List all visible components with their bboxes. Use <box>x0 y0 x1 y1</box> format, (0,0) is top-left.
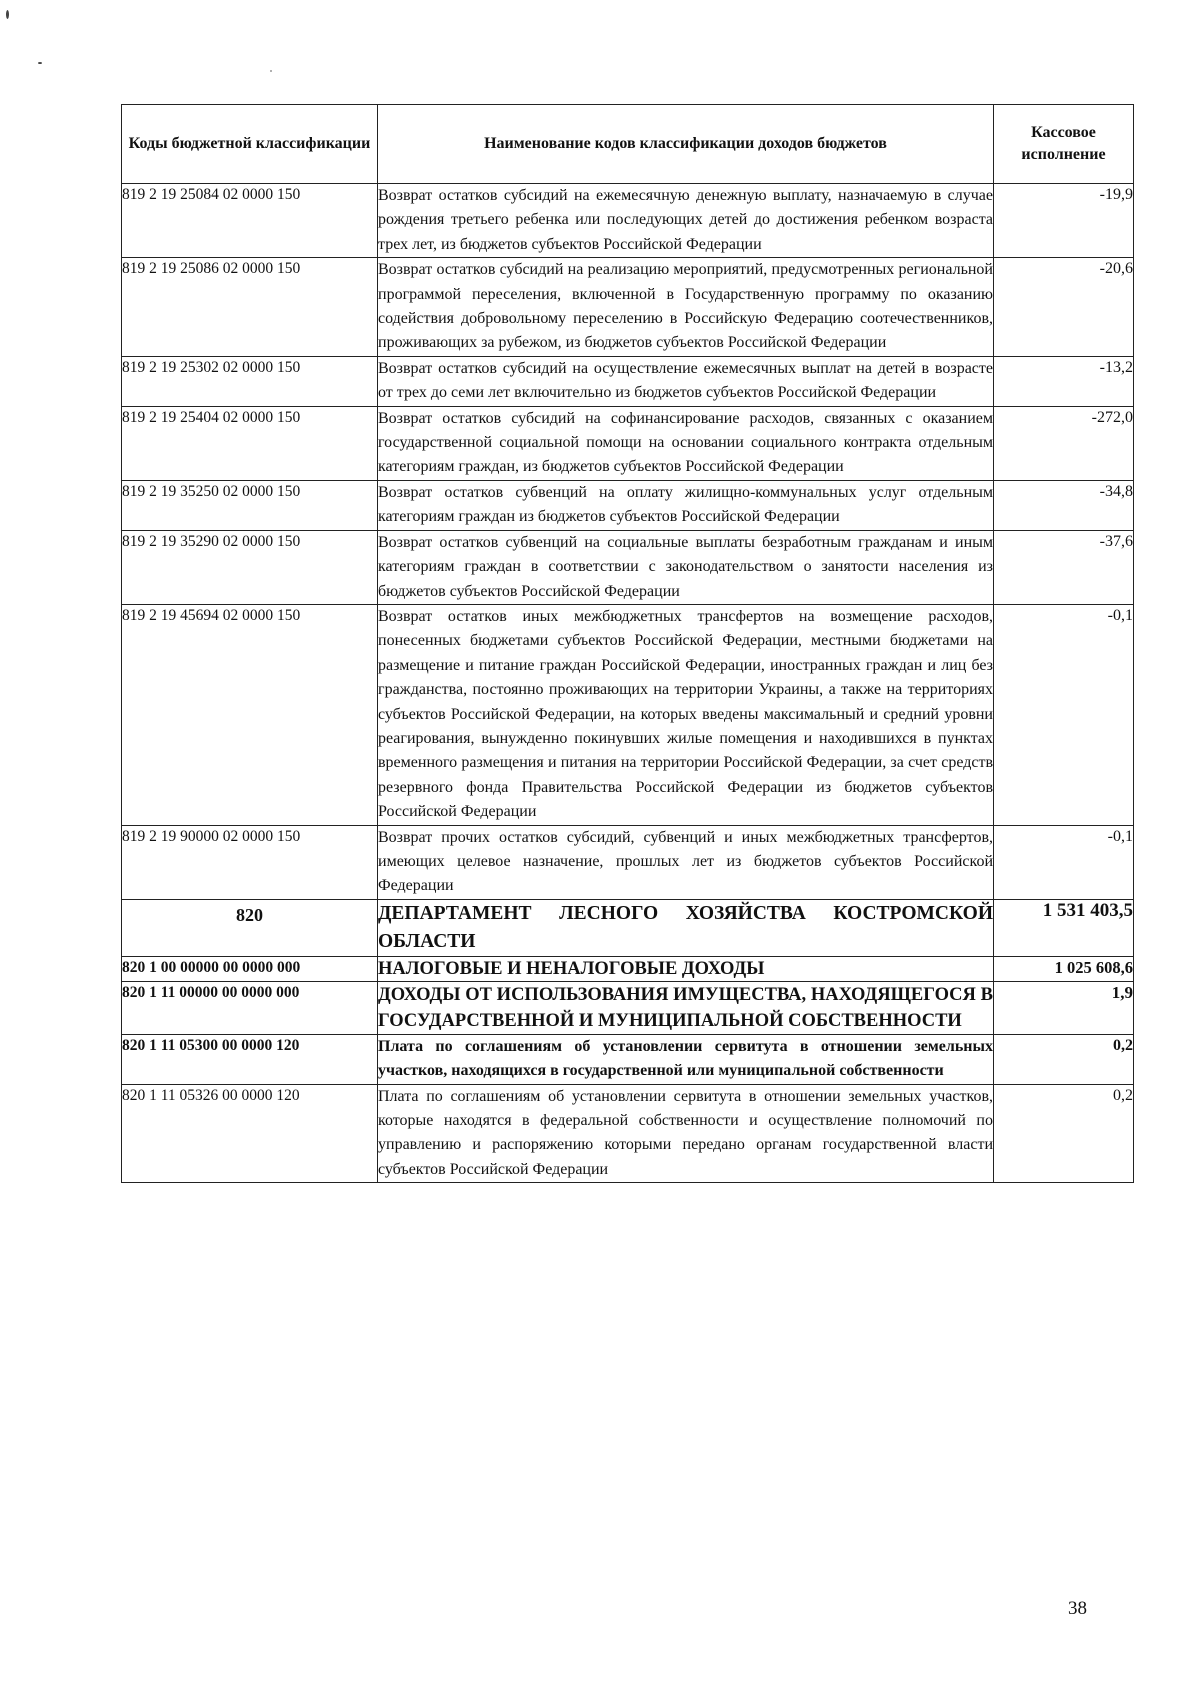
scan-speck <box>270 70 272 72</box>
row-code: 819 2 19 45694 02 0000 150 <box>122 604 378 825</box>
row-code: 819 2 19 25302 02 0000 150 <box>122 356 378 406</box>
row-code: 819 2 19 35250 02 0000 150 <box>122 480 378 530</box>
row-name: Возврат остатков субвенций на социальные выплаты безработным гражданам и иным категориям граждан в соответствии с законодательством о занятости населения из бюджетов субъектов Российской Федерации <box>378 530 994 604</box>
row-name: Возврат остатков субсидий на софинансирование расходов, связанных с оказанием государственной социальной помощи на основании социального контракта отдельным категориям граждан, из бюджетов субъектов Российской Федерации <box>378 406 994 480</box>
header-names: Наименование кодов классификации доходов бюджетов <box>378 105 994 184</box>
table-row <box>122 480 1134 530</box>
header-execution: Кассовое исполнение <box>994 105 1134 184</box>
row-name: ДЕПАРТАМЕНТ ЛЕСНОГО ХОЗЯЙСТВА КОСТРОМСКОЙ ОБЛАСТИ <box>378 899 994 956</box>
header-codes: Коды бюджетной классификации <box>122 105 378 184</box>
row-amount: -19,9 <box>994 184 1134 258</box>
row-name: Плата по соглашениям об установлении сервитута в отношении земельных участков, которые находятся в федеральной собственности и осуществление полномочий по управлению и распоряжению которыми передано органам государственной власти субъектов Российской Федерации <box>378 1084 994 1183</box>
row-name: Возврат остатков иных межбюджетных трансфертов на возмещение расходов, понесенных бюджетами субъектов Российской Федерации, местными бюджетами на размещение и питание граждан Российской Федерации, иностранных граждан и лиц без гражданства, постоянно проживающих на территории Украины, а также на территориях субъектов Российской Федерации, на которых введены максимальный и средний уровни реагирования, вынужденно покинувших жилые помещения и находившихся в пунктах временного размещения и питания на территории Российской Федерации, за счет средств резервного фонда Правительства Российской Федерации из бюджетов субъектов Российской Федерации <box>378 604 994 825</box>
row-code: 819 2 19 35290 02 0000 150 <box>122 530 378 604</box>
table-row <box>122 825 1134 899</box>
table-row-section <box>122 956 1134 981</box>
row-code: 819 2 19 25086 02 0000 150 <box>122 258 378 357</box>
table-row <box>122 604 1134 825</box>
row-amount: -13,2 <box>994 356 1134 406</box>
row-amount: 0,2 <box>994 1034 1134 1084</box>
row-amount: -34,8 <box>994 480 1134 530</box>
row-name: Возврат прочих остатков субсидий, субвенций и иных межбюджетных трансфертов, имеющих целевое назначение, прошлых лет из бюджетов субъектов Российской Федерации <box>378 825 994 899</box>
row-name: Возврат остатков субсидий на осуществление ежемесячных выплат на детей в возрасте от трех до семи лет включительно из бюджетов субъектов Российской Федерации <box>378 356 994 406</box>
row-code: 819 2 19 90000 02 0000 150 <box>122 825 378 899</box>
row-amount: -272,0 <box>994 406 1134 480</box>
table-row <box>122 356 1134 406</box>
row-amount: -0,1 <box>994 825 1134 899</box>
scan-speck <box>38 62 42 64</box>
table-header-row <box>122 105 1134 184</box>
row-code: 819 2 19 25084 02 0000 150 <box>122 184 378 258</box>
row-code: 820 1 11 05300 00 0000 120 <box>122 1034 378 1084</box>
page-number: 38 <box>1068 1598 1087 1619</box>
row-amount: 1 531 403,5 <box>994 899 1134 956</box>
table-row <box>122 1084 1134 1183</box>
scan-speck <box>6 10 9 19</box>
table-row-section <box>122 981 1134 1034</box>
row-code: 819 2 19 25404 02 0000 150 <box>122 406 378 480</box>
row-name: Возврат остатков субсидий на реализацию мероприятий, предусмотренных региональной программой переселения, включенной в Государственную программу по оказанию содействия добровольному переселению в Российскую Федерацию соотечественников, проживающих за рубежом, из бюджетов субъектов Российской Федерации <box>378 258 994 357</box>
row-amount: 0,2 <box>994 1084 1134 1183</box>
table-row <box>122 184 1134 258</box>
row-code: 820 1 00 00000 00 0000 000 <box>122 956 378 981</box>
row-name: Возврат остатков субвенций на оплату жилищно-коммунальных услуг отдельным категориям граждан из бюджетов субъектов Российской Федерации <box>378 480 994 530</box>
table-row-department <box>122 899 1134 956</box>
row-name: Возврат остатков субсидий на ежемесячную денежную выплату, назначаемую в случае рождения третьего ребенка или последующих детей до достижения ребенком возраста трех лет, из бюджетов субъектов Российской Федерации <box>378 184 994 258</box>
row-name: Плата по соглашениям об установлении сервитута в отношении земельных участков, находящихся в государственной или муниципальной собственности <box>378 1034 994 1084</box>
budget-table <box>121 104 1134 1183</box>
row-amount: -37,6 <box>994 530 1134 604</box>
table-row <box>122 406 1134 480</box>
table-row-subsection <box>122 1034 1134 1084</box>
row-name: НАЛОГОВЫЕ И НЕНАЛОГОВЫЕ ДОХОДЫ <box>378 956 994 981</box>
table-row <box>122 530 1134 604</box>
row-code: 820 1 11 00000 00 0000 000 <box>122 981 378 1034</box>
row-amount: -0,1 <box>994 604 1134 825</box>
row-name: ДОХОДЫ ОТ ИСПОЛЬЗОВАНИЯ ИМУЩЕСТВА, НАХОДЯЩЕГОСЯ В ГОСУДАРСТВЕННОЙ И МУНИЦИПАЛЬНОЙ СОБСТВЕННОСТИ <box>378 981 994 1034</box>
row-amount: 1,9 <box>994 981 1134 1034</box>
row-amount: -20,6 <box>994 258 1134 357</box>
table-row <box>122 258 1134 357</box>
row-code: 820 <box>122 899 378 956</box>
row-code: 820 1 11 05326 00 0000 120 <box>122 1084 378 1183</box>
row-amount: 1 025 608,6 <box>994 956 1134 981</box>
